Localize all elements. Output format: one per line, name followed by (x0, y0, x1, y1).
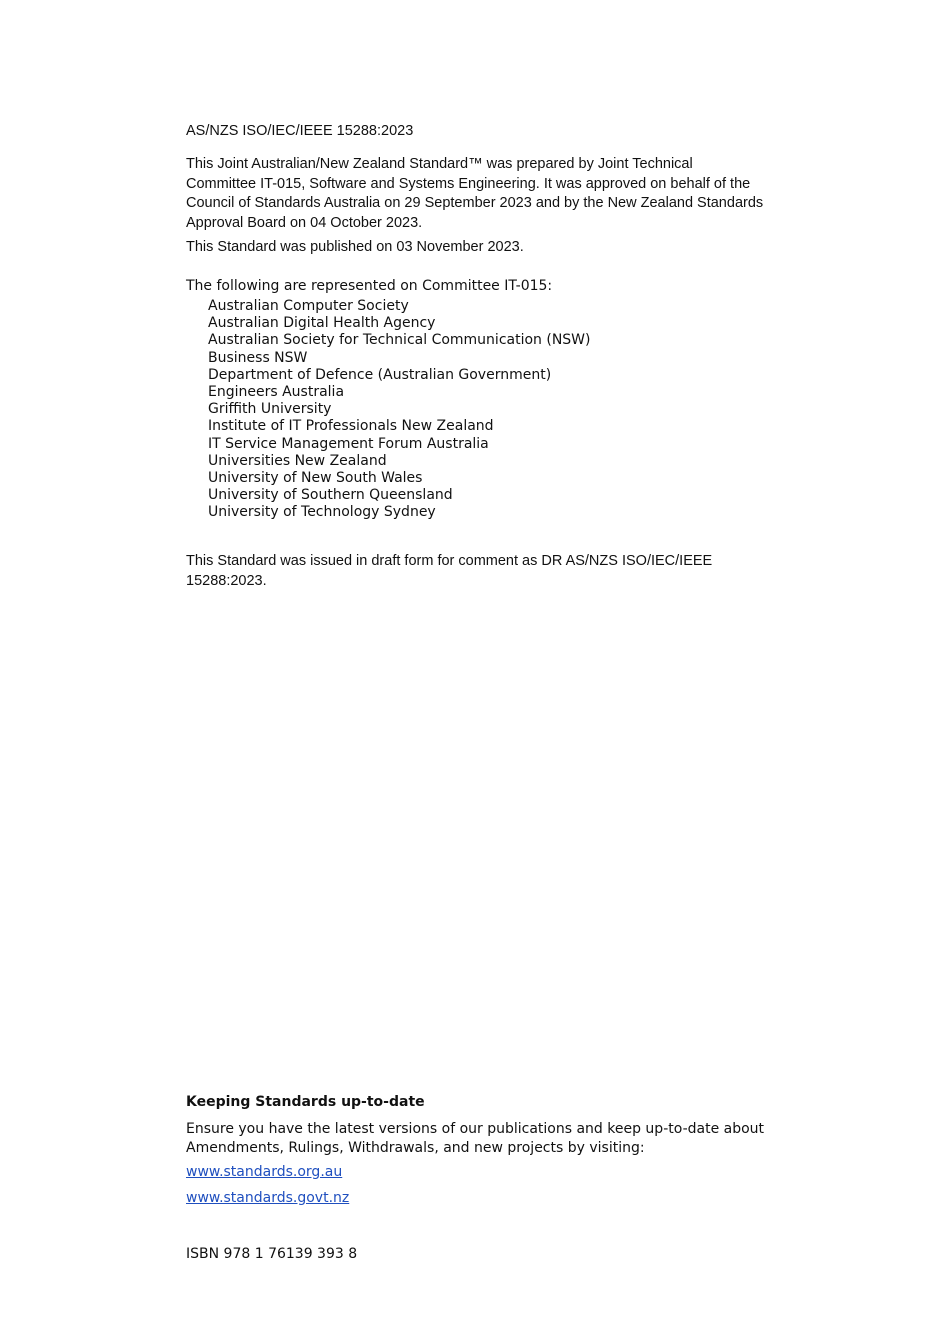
committee-member: Australian Digital Health Agency (208, 315, 436, 332)
standards-au-link[interactable]: www.standards.org.au (186, 1164, 343, 1180)
keeping-up-to-date-heading: Keeping Standards up-to-date (186, 1094, 425, 1110)
draft-statement: This Standard was issued in draft form for comment as DR AS/NZS ISO/IEC/IEEE 15288:2023. (186, 553, 713, 589)
committee-member: Engineers Australia (208, 384, 345, 401)
standards-nz-link[interactable]: www.standards.govt.nz (186, 1190, 350, 1206)
prepared-statement: This Joint Australian/New Zealand Standard™ was prepared by Joint Technical Committee IT-015, Software and Systems Engineering. It was approved on behalf of the Council of Standards Australia on 29 September 2023 and by the New Zealand Standards Approval Board on 04 October 2023. (186, 156, 764, 231)
committee-member: University of Southern Queensland (208, 487, 453, 504)
committee-member: Australian Society for Technical Communication (NSW) (208, 332, 591, 349)
keeping-up-to-date-text: Ensure you have the latest versions of our publications and keep up-to-date about Amendments, Rulings, Withdrawals, and new projects by visiting: (186, 1121, 765, 1156)
standards-nz-link-row (186, 1190, 766, 1207)
committee-member: IT Service Management Forum Australia (208, 435, 489, 452)
published-statement: This Standard was published on 03 November 2023. (186, 239, 524, 255)
committee-member: Business NSW (208, 349, 308, 366)
committee-member: University of New South Wales (208, 470, 423, 487)
committee-member-list (208, 298, 590, 522)
isbn: ISBN 978 1 76139 393 8 (186, 1246, 358, 1262)
standards-au-link-row (186, 1164, 766, 1181)
document-id: AS/NZS ISO/IEC/IEEE 15288:2023 (186, 123, 414, 139)
committee-member: Australian Computer Society (208, 298, 409, 314)
committee-member: Griffith University (208, 401, 332, 418)
committee-intro: The following are represented on Committee IT-015: (186, 278, 553, 294)
committee-member: Institute of IT Professionals New Zealand (208, 418, 494, 435)
committee-member: Universities New Zealand (208, 452, 387, 469)
committee-member: Department of Defence (Australian Government) (208, 366, 552, 383)
committee-member: University of Technology Sydney (208, 504, 436, 521)
